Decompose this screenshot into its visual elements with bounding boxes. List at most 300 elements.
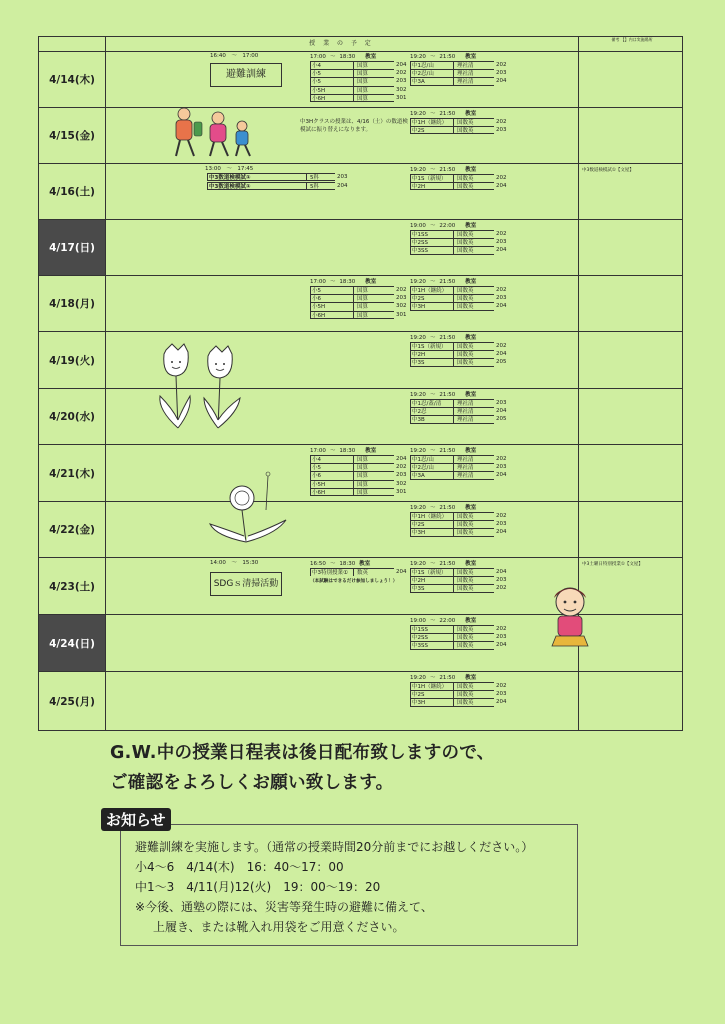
note-cell <box>578 332 684 388</box>
room-header: 教室 <box>465 675 477 681</box>
date-cell: 4/25(月) <box>39 672 106 730</box>
time-text: 18:30 <box>339 448 356 454</box>
info-line: 避難訓練を実施します。（通常の授業時間20分前までにお越しください。） <box>135 840 534 854</box>
subject: 国数英 <box>454 512 494 520</box>
header-note: 備考 【】内は実施場所 <box>578 37 685 51</box>
subject: 国数英 <box>454 230 494 238</box>
class-block <box>410 278 512 311</box>
subject: 国数英 <box>454 342 494 350</box>
time-text: 19:20 <box>410 505 426 511</box>
exam-line <box>207 173 353 181</box>
room-number: 202 <box>496 456 507 462</box>
date-cell: 4/21(木) <box>39 445 106 501</box>
time-text: 21:50 <box>439 675 456 681</box>
class-block <box>410 334 512 367</box>
table-header <box>39 37 682 52</box>
room-number: 202 <box>496 585 507 592</box>
block-time <box>410 391 512 399</box>
subject: 国算 <box>354 294 394 302</box>
class-name: 中2SS <box>410 238 454 246</box>
time-text: 21:50 <box>439 54 456 60</box>
schedule-row <box>39 389 682 445</box>
class-name: 中2H <box>410 576 454 584</box>
exam-line <box>207 182 353 190</box>
class-block <box>310 278 412 319</box>
time-text: 19:20 <box>410 392 426 398</box>
class-line <box>410 512 512 520</box>
time-text: 〜 <box>429 279 436 285</box>
room-header: 教室 <box>465 279 477 285</box>
schedule-row <box>39 672 682 730</box>
notice-message: 中3Hクラスの授業は、4/16（土）の数道検模試に振り替えになります。 <box>300 119 408 133</box>
room-number: 302 <box>396 303 407 310</box>
class-line <box>410 471 512 479</box>
class-line <box>310 455 412 463</box>
class-name: 中3A <box>410 77 454 85</box>
class-line <box>410 625 512 633</box>
class-name: 中1忍/山 <box>410 61 454 69</box>
class-name: 中3数道検模試① <box>207 182 307 190</box>
class-name: 中3A <box>410 471 454 479</box>
class-name: 中2S <box>410 126 454 134</box>
schedule-cell <box>105 558 578 614</box>
subject: 国数英 <box>454 641 494 649</box>
subject: 国算 <box>354 488 394 496</box>
subject: 理社清 <box>454 455 494 463</box>
class-name: 小5H <box>310 480 354 488</box>
mascot-illustration <box>540 582 602 652</box>
room-header: 教室 <box>465 392 477 398</box>
subject: 理社清 <box>454 415 494 423</box>
time-text: 19:00 <box>410 618 426 624</box>
subject: 国数英 <box>454 633 494 641</box>
time-text: 22:00 <box>439 618 456 624</box>
time-text: 21:50 <box>439 167 456 173</box>
class-line <box>410 633 512 641</box>
date-cell: 4/23(土) <box>39 558 106 614</box>
class-line <box>310 61 412 69</box>
class-line <box>410 350 512 358</box>
time-text: 17:00 <box>310 448 326 454</box>
time-text: 〜 <box>429 505 436 511</box>
block-time <box>410 278 512 286</box>
time-text: 19:20 <box>410 279 426 285</box>
subject: 理社清 <box>454 61 494 69</box>
time-text: 19:20 <box>410 111 426 117</box>
class-name: 小4 <box>310 455 354 463</box>
time-text: 19:20 <box>410 675 426 681</box>
subject: 理社清 <box>454 77 494 85</box>
room-header: 教室 <box>465 111 477 117</box>
time-text: 19:20 <box>410 448 426 454</box>
note-cell: 中3数道検模試①【文屋】 <box>578 164 684 219</box>
class-name: 中3B <box>410 415 454 423</box>
class-line <box>310 286 412 294</box>
class-name: 中1SS <box>410 230 454 238</box>
room-number: 202 <box>496 231 507 237</box>
class-name: 中1S（新規） <box>410 174 454 182</box>
room-number: 204 <box>496 642 507 649</box>
gw-notice-line-1: G.W.中の授業日程表は後日配布致しますので、 <box>110 743 495 763</box>
class-name: 小5 <box>310 77 354 85</box>
room-number: 302 <box>396 86 407 93</box>
note-cell <box>578 502 684 557</box>
schedule-row <box>39 220 682 276</box>
class-name: 中3H <box>410 302 454 310</box>
block-time <box>410 166 512 174</box>
class-name: 中1H（継続） <box>410 286 454 294</box>
block-time <box>410 447 512 455</box>
time-text: 〜 <box>429 167 436 173</box>
class-line <box>410 698 512 706</box>
schedule-cell <box>105 615 578 671</box>
class-block <box>410 53 512 86</box>
room-header: 教室 <box>465 54 477 60</box>
time-text: 21:50 <box>439 448 456 454</box>
room-number: 203 <box>496 464 507 471</box>
schedule-cell <box>105 276 578 331</box>
class-line <box>410 682 512 690</box>
event-time: 14:00 〜 15:30 <box>210 560 259 566</box>
time-text: 21:50 <box>439 111 456 117</box>
class-name: 中1H（継続） <box>410 682 454 690</box>
room-number: 204 <box>396 62 407 68</box>
room-number: 302 <box>396 480 407 487</box>
schedule-row <box>39 51 682 108</box>
subject: 数英 <box>354 568 394 576</box>
subject: 国算 <box>354 286 394 294</box>
class-name: 中2S <box>410 294 454 302</box>
note-cell <box>578 389 684 444</box>
room-number: 205 <box>496 359 507 366</box>
subject: 理社清 <box>454 399 494 407</box>
class-name: 中1S（新規） <box>410 568 454 576</box>
time-text: 17:00 <box>310 54 326 60</box>
time-text: 21:50 <box>439 279 456 285</box>
class-name: 中3SS <box>410 641 454 649</box>
time-text: 18:30 <box>339 54 356 60</box>
special-message: （本試験はできるだけ参加しましょう！） <box>310 579 398 585</box>
class-line <box>410 463 512 471</box>
subject: 国数英 <box>454 182 494 190</box>
room-number: 202 <box>396 464 407 471</box>
subject: 国数英 <box>454 118 494 126</box>
room-number: 204 <box>496 78 507 85</box>
room-header: 教室 <box>465 448 477 454</box>
room-number: 204 <box>496 183 507 190</box>
subject: 国算 <box>354 311 394 319</box>
schedule-cell <box>105 502 578 557</box>
subject: 5科 <box>307 173 335 181</box>
subject: 国数英 <box>454 358 494 366</box>
time-text: 21:50 <box>439 335 456 341</box>
time-text: 22:00 <box>439 223 456 229</box>
block-time <box>410 334 512 342</box>
class-line <box>410 528 512 536</box>
room-header: 教室 <box>465 618 477 624</box>
class-line <box>410 61 512 69</box>
class-line <box>310 568 412 576</box>
class-line <box>410 576 512 584</box>
time-text: 〜 <box>429 618 436 624</box>
subject: 国数英 <box>454 126 494 134</box>
room-number: 203 <box>337 174 348 180</box>
class-line <box>410 174 512 182</box>
class-line <box>410 246 512 254</box>
header-date-cell <box>39 37 106 51</box>
subject: 国数英 <box>454 528 494 536</box>
date-cell: 4/24(日) <box>39 615 106 671</box>
class-block <box>410 504 512 537</box>
time-text: 17:00 <box>310 279 326 285</box>
time-text: 〜 <box>329 561 336 567</box>
class-line <box>410 126 512 134</box>
class-name: 中2忍 <box>410 407 454 415</box>
schedule-row <box>39 332 682 389</box>
schedule-row <box>39 445 682 502</box>
class-name: 中2H <box>410 350 454 358</box>
time-text: 19:20 <box>410 335 426 341</box>
class-name: 中2忍/山 <box>410 69 454 77</box>
date-cell: 4/17(日) <box>39 220 106 275</box>
room-header: 教室 <box>465 167 477 173</box>
room-number: 301 <box>396 311 407 318</box>
date-cell: 4/22(金) <box>39 502 106 557</box>
class-name: 中2忍/山 <box>410 463 454 471</box>
block-time <box>310 53 412 61</box>
class-block <box>410 391 512 424</box>
class-block <box>410 166 512 190</box>
time-text: 〜 <box>429 392 436 398</box>
class-line <box>310 488 412 496</box>
schedule-cell <box>105 672 578 730</box>
class-name: 中2S <box>410 520 454 528</box>
room-header: 教室 <box>465 505 477 511</box>
class-name: 小5H <box>310 86 354 94</box>
class-name: 中3SS <box>410 246 454 254</box>
class-name: 中2S <box>410 690 454 698</box>
room-number: 204 <box>496 472 507 479</box>
room-number: 202 <box>396 287 407 293</box>
block-time <box>410 617 512 625</box>
class-name: 中3特別授業① <box>310 568 354 576</box>
class-name: 小6H <box>310 311 354 319</box>
subject: 国数英 <box>454 238 494 246</box>
subject: 国数英 <box>454 520 494 528</box>
subject: 国算 <box>354 61 394 69</box>
room-header: 教室 <box>365 448 377 454</box>
event-time: 13:00 〜 17:45 <box>205 166 254 172</box>
subject: 国算 <box>354 94 394 102</box>
class-line <box>410 584 512 592</box>
class-line <box>410 399 512 407</box>
room-number: 202 <box>496 175 507 181</box>
class-line <box>410 407 512 415</box>
subject: 国数英 <box>454 698 494 706</box>
note-cell <box>578 672 684 730</box>
class-line <box>410 294 512 302</box>
class-line <box>410 286 512 294</box>
block-time <box>410 674 512 682</box>
room-number: 203 <box>496 400 507 406</box>
block-time <box>410 110 512 118</box>
time-text: 〜 <box>429 561 436 567</box>
class-line <box>310 471 412 479</box>
tulip-illustration <box>152 340 248 434</box>
class-name: 中1忍/山 <box>410 455 454 463</box>
room-number: 203 <box>496 239 507 246</box>
time-text: 〜 <box>429 111 436 117</box>
room-number: 203 <box>496 691 507 698</box>
room-number: 202 <box>496 62 507 68</box>
room-number: 203 <box>396 295 407 302</box>
block-time <box>410 53 512 61</box>
schedule-cell <box>105 445 578 501</box>
class-name: 中1S（新規） <box>410 342 454 350</box>
class-line <box>410 77 512 85</box>
subject: 国数英 <box>454 568 494 576</box>
class-name: 中1H（継続） <box>410 118 454 126</box>
room-number: 204 <box>396 456 407 462</box>
class-name: 小6H <box>310 94 354 102</box>
room-number: 202 <box>396 70 407 77</box>
date-cell: 4/15(金) <box>39 108 106 163</box>
note-cell <box>578 51 684 107</box>
room-header: 教室 <box>359 561 371 567</box>
room-header: 教室 <box>365 54 377 60</box>
subject: 国算 <box>354 77 394 85</box>
subject: 国数英 <box>454 350 494 358</box>
time-text: 21:50 <box>439 561 456 567</box>
time-text: 〜 <box>429 335 436 341</box>
time-text: 〜 <box>329 448 336 454</box>
class-line <box>207 173 353 181</box>
class-name: 中3S <box>410 584 454 592</box>
class-name: 小5 <box>310 286 354 294</box>
time-text: 〜 <box>429 675 436 681</box>
class-block <box>410 110 512 134</box>
class-line <box>310 463 412 471</box>
class-line <box>310 69 412 77</box>
subject: 国算 <box>354 86 394 94</box>
room-number: 202 <box>496 287 507 293</box>
class-line <box>310 77 412 85</box>
subject: 理社清 <box>454 471 494 479</box>
class-line <box>310 86 412 94</box>
subject: 国算 <box>354 69 394 77</box>
class-line <box>410 182 512 190</box>
class-line <box>410 455 512 463</box>
class-name: 小6 <box>310 294 354 302</box>
room-number: 203 <box>496 70 507 77</box>
block-time <box>310 447 412 455</box>
time-text: 〜 <box>429 223 436 229</box>
class-line <box>410 690 512 698</box>
room-number: 203 <box>496 127 507 134</box>
subject: 理社清 <box>454 463 494 471</box>
class-line <box>410 302 512 310</box>
schedule-title: 授 業 の 予 定 <box>309 40 374 47</box>
subject: 国数英 <box>454 294 494 302</box>
class-line <box>410 118 512 126</box>
room-number: 203 <box>396 472 407 479</box>
class-line <box>410 568 512 576</box>
block-time <box>310 278 412 286</box>
room-number: 204 <box>496 303 507 310</box>
room-number: 204 <box>496 699 507 706</box>
date-cell: 4/16(土) <box>39 164 106 219</box>
subject: 国数英 <box>454 286 494 294</box>
room-number: 204 <box>496 408 507 415</box>
time-text: 21:50 <box>439 392 456 398</box>
class-name: 中2SS <box>410 633 454 641</box>
class-line <box>410 230 512 238</box>
room-number: 202 <box>496 119 507 125</box>
subject: 国数英 <box>454 584 494 592</box>
block-time <box>410 560 512 568</box>
class-name: 中3H <box>410 698 454 706</box>
info-line: ※今後、通塾の際には、災害等発生時の避難に備えて、 <box>135 900 433 914</box>
class-line <box>310 302 412 310</box>
block-time <box>410 222 512 230</box>
subject: 国数英 <box>454 682 494 690</box>
note-cell <box>578 220 684 275</box>
subject: 5科 <box>307 182 335 190</box>
subject: 理社清 <box>454 407 494 415</box>
subject: 国算 <box>354 471 394 479</box>
schedule-row <box>39 108 682 164</box>
class-line <box>410 520 512 528</box>
class-line <box>410 342 512 350</box>
info-line: 小4〜6 4/14(木) 16：40〜17：00 <box>135 860 344 874</box>
info-line: 中1〜3 4/11(月)12(火) 19：00〜19：20 <box>135 880 381 894</box>
subject: 国数英 <box>454 246 494 254</box>
room-number: 301 <box>396 488 407 495</box>
class-line <box>410 69 512 77</box>
class-line <box>410 415 512 423</box>
class-block <box>310 53 412 102</box>
time-text: 〜 <box>329 279 336 285</box>
subject: 国数英 <box>454 576 494 584</box>
subject: 国数英 <box>454 174 494 182</box>
time-text: 19:20 <box>410 167 426 173</box>
room-number: 204 <box>396 569 407 575</box>
class-line <box>207 182 353 190</box>
room-number: 202 <box>496 513 507 519</box>
time-text: 19:00 <box>410 223 426 229</box>
room-number: 202 <box>496 626 507 632</box>
schedule-cell <box>105 164 578 219</box>
class-name: 中1H（継続） <box>410 512 454 520</box>
subject: 国数英 <box>454 625 494 633</box>
class-name: 小4 <box>310 61 354 69</box>
class-line <box>310 94 412 102</box>
time-text: 〜 <box>429 448 436 454</box>
class-name: 小5 <box>310 463 354 471</box>
subject: 国算 <box>354 455 394 463</box>
room-header: 教室 <box>465 223 477 229</box>
room-number: 203 <box>396 78 407 85</box>
room-number: 203 <box>496 521 507 528</box>
class-name: 小5 <box>310 69 354 77</box>
class-name: 小6H <box>310 488 354 496</box>
class-name: 中3S <box>410 358 454 366</box>
class-block <box>410 447 512 480</box>
event-box: 避難訓練 <box>210 63 282 87</box>
date-cell: 4/14(木) <box>39 51 106 107</box>
time-text: 18:30 <box>339 279 356 285</box>
class-name: 中3H <box>410 528 454 536</box>
